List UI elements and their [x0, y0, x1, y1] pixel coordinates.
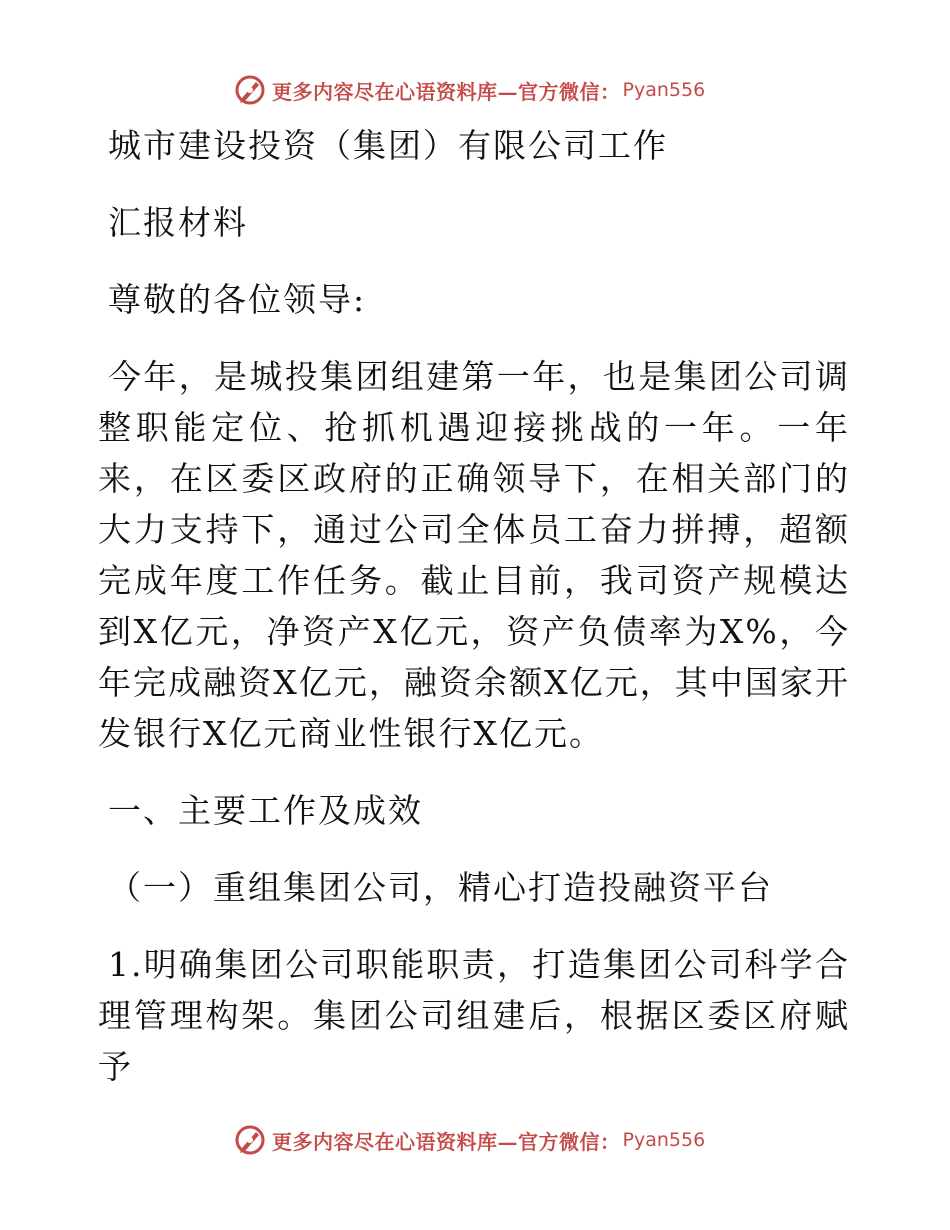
watermark-text: 更多内容尽在心语资料库—官方微信： — [272, 1129, 621, 1154]
pen-logo-icon — [234, 1124, 266, 1156]
item-paragraph: 1.明确集团公司职能职责，打造集团公司科学合理管理构架。集团公司组建后，根据区委区府赋予 — [98, 945, 850, 1086]
watermark-text: 更多内容尽在心语资料库—官方微信： — [272, 79, 621, 104]
watermark-wechat-id: Pyan556 — [622, 79, 706, 101]
document-title-line1: 城市建设投资（集团）有限公司工作 — [108, 126, 668, 165]
section-heading: 一、主要工作及成效 — [108, 791, 423, 830]
document-title-line2: 汇报材料 — [108, 203, 248, 242]
intro-paragraph: 今年，是城投集团组建第一年，也是集团公司调整职能定位、抢抓机遇迎接挑战的一年。一年来，在区委区政府的正确领导下，在相关部门的大力支持下，通过公司全体员工奋力拼搏，超额完成年度工作任务。截止目前，我司资产规模达到X亿元，净资产X亿元，资产负债率为X%，今年完成融资X亿元，融资余额X亿元，其中国家开发银行X亿元商业性银行X亿元。 — [98, 357, 850, 753]
document-body — [98, 120, 850, 1118]
watermark-wechat-id: Pyan556 — [622, 1129, 706, 1151]
watermark-footer — [234, 1122, 705, 1158]
watermark-header — [234, 72, 705, 108]
subsection-heading: （一）重组集团公司，精心打造投融资平台 — [108, 868, 773, 907]
salutation: 尊敬的各位领导: — [108, 280, 367, 319]
pen-logo-icon — [234, 74, 266, 106]
